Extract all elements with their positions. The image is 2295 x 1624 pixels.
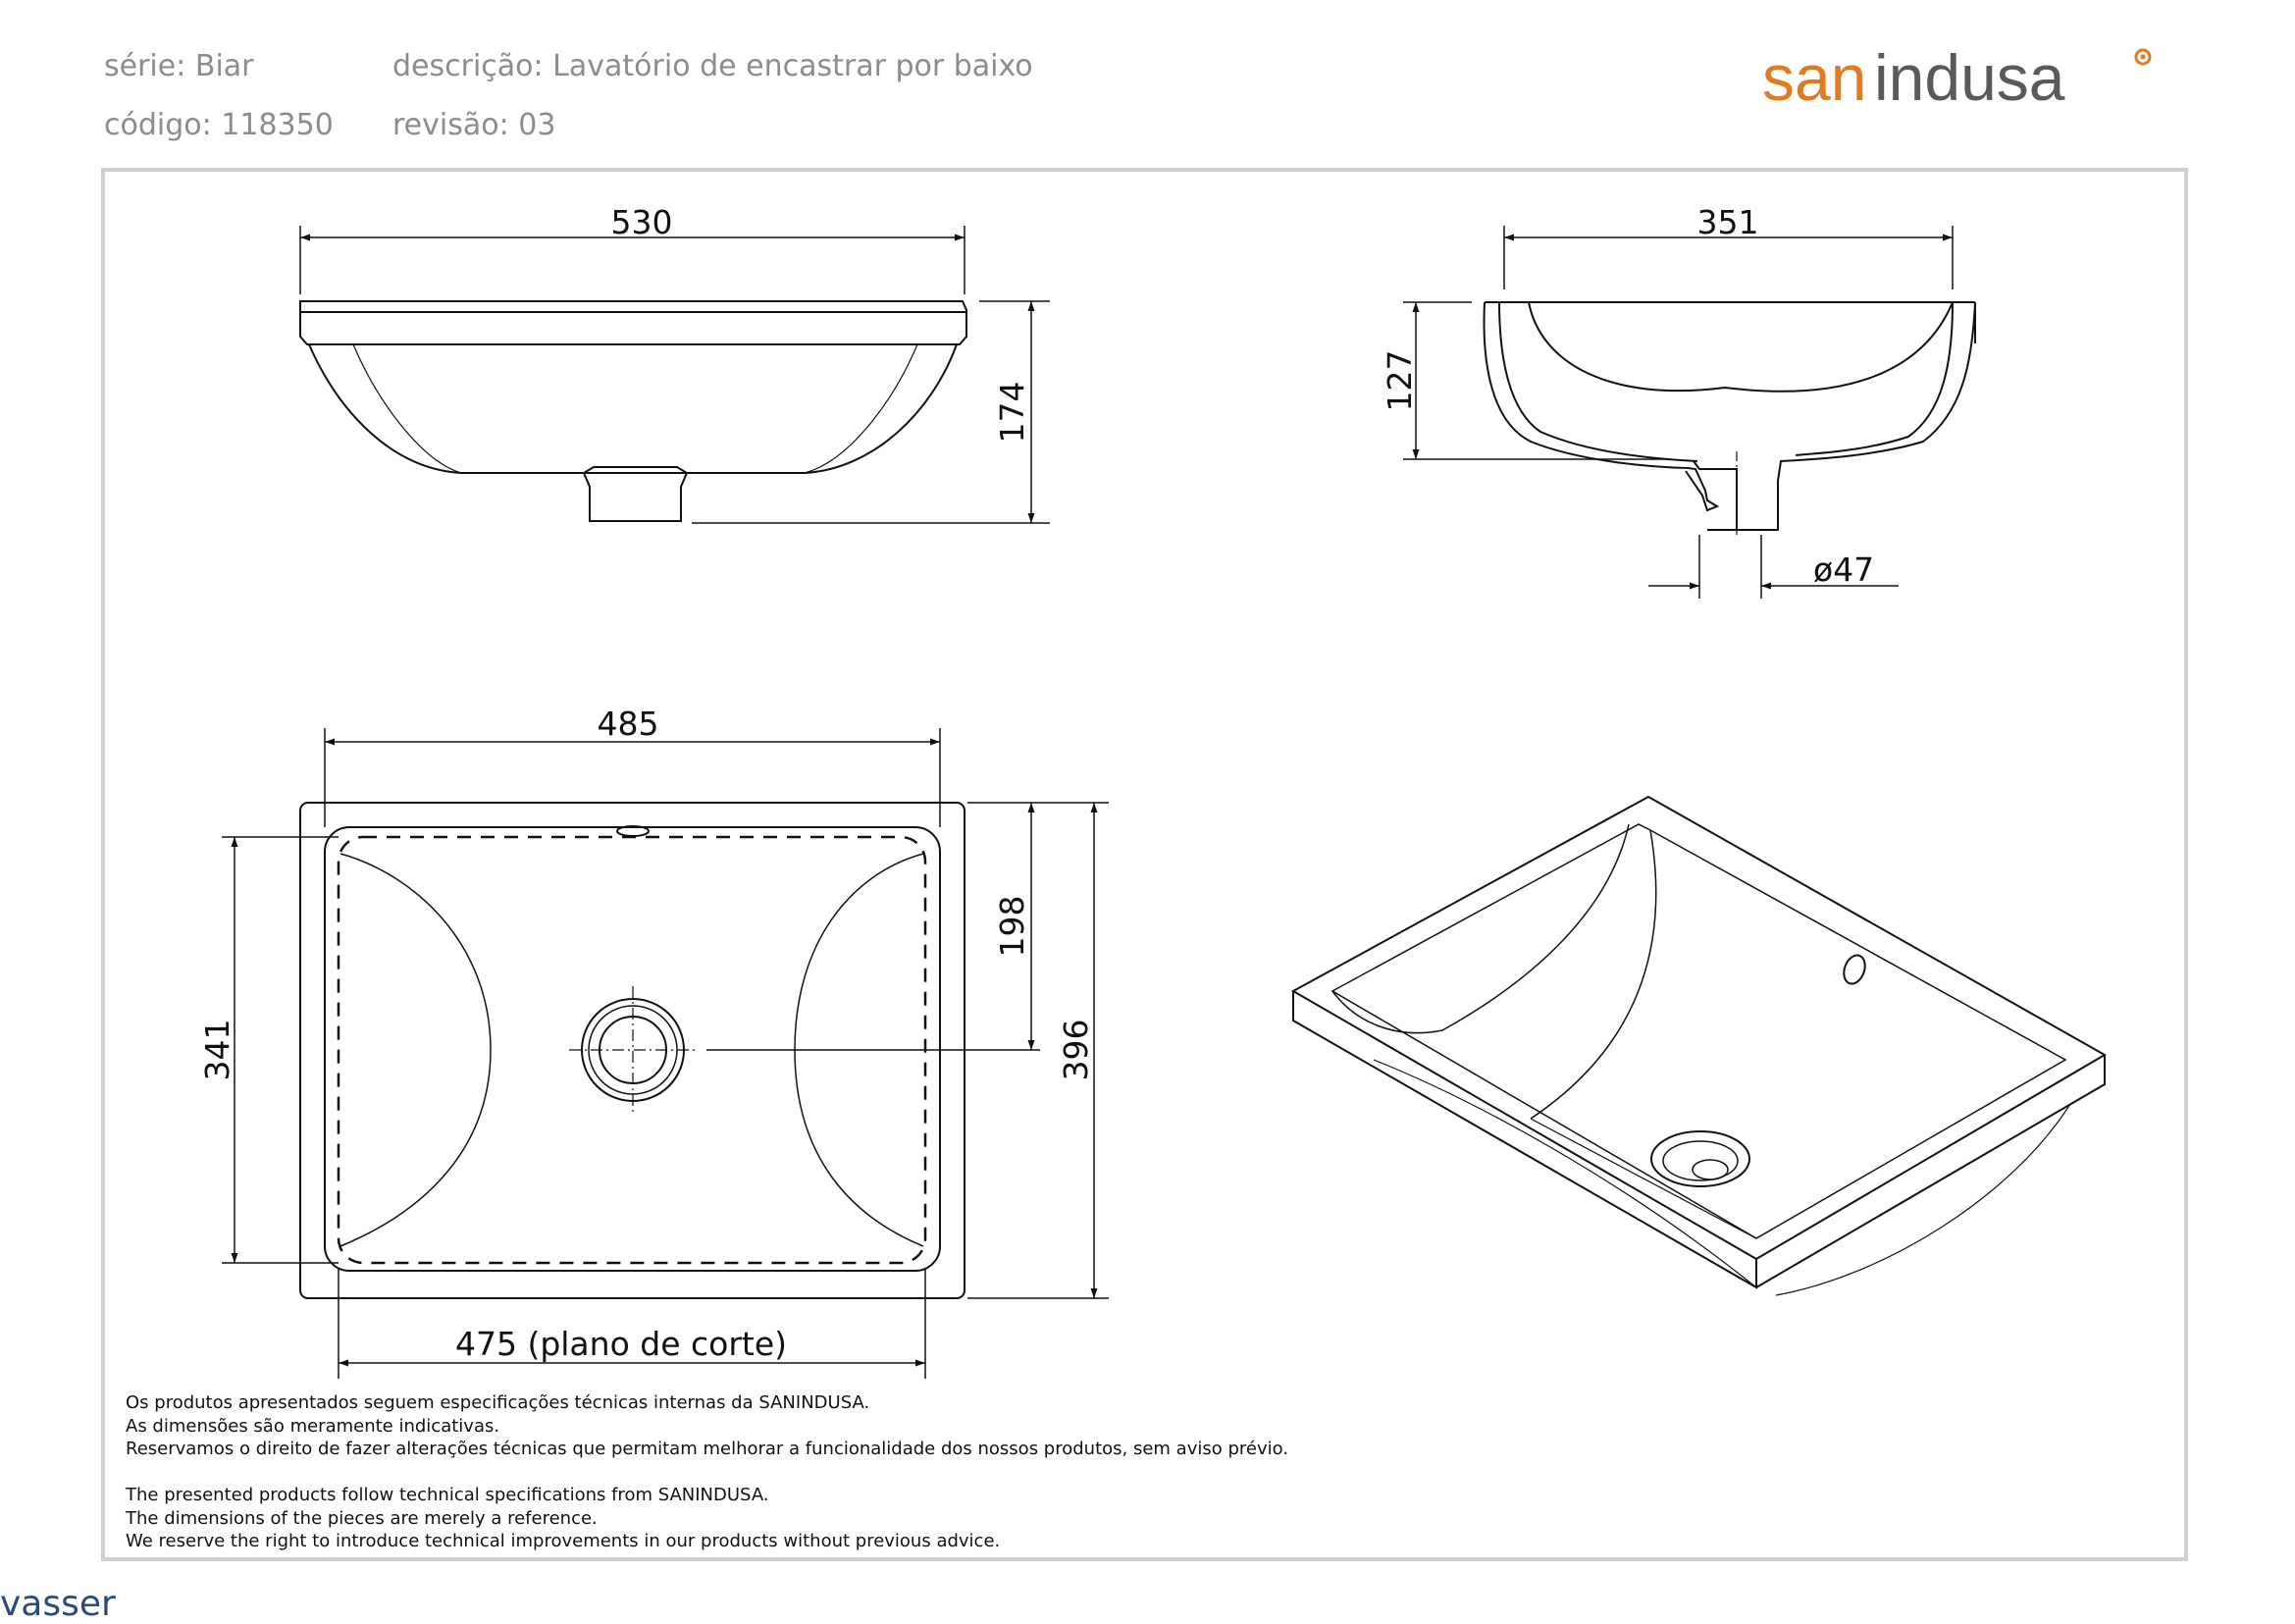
- perspective-view: [1293, 797, 2105, 1295]
- dim-530: 530: [610, 203, 673, 241]
- dim-341: 341: [198, 1019, 236, 1081]
- dim-396: 396: [1057, 1019, 1095, 1081]
- dim-127: 127: [1381, 349, 1419, 412]
- note-en-1: The presented products follow technical specifications from SANINDUSA.: [126, 1485, 769, 1505]
- note-pt-2: As dimensões são meramente indicativas.: [126, 1415, 500, 1437]
- note-pt-3: Reservamos o direito de fazer alterações técnicas que permitam melhorar a funcionalidade dos nossos produtos, sem aviso prévio.: [126, 1439, 1289, 1459]
- descricao-label: descrição: Lavatório de encastrar por baixo: [392, 49, 1033, 83]
- logo-indusa: indusa: [1874, 43, 2065, 112]
- dim-485: 485: [597, 705, 659, 743]
- serie-label: série: Biar: [104, 49, 254, 83]
- side-view: [1485, 302, 1975, 535]
- dim-351: 351: [1696, 203, 1759, 241]
- note-en-3: We reserve the right to introduce technical improvements in our products without previous advice.: [126, 1531, 1001, 1551]
- note-pt-1: Os produtos apresentados seguem especificações técnicas internas da SANINDUSA.: [126, 1392, 870, 1413]
- notes-pt: [126, 1391, 1288, 1461]
- note-en-2: The dimensions of the pieces are merely a reference.: [126, 1507, 598, 1529]
- dim-o47: ø47: [1813, 550, 1875, 589]
- logo-san: san: [1762, 43, 1867, 112]
- front-dimensions: [300, 226, 1050, 523]
- footer-brand: vasser: [0, 1584, 116, 1624]
- dim-198: 198: [993, 895, 1031, 958]
- dim-174: 174: [993, 381, 1031, 444]
- front-view: [300, 301, 966, 521]
- side-dimensions: [1403, 226, 1953, 599]
- dim-475: 475 (plano de corte): [454, 1325, 788, 1363]
- revisao-label: revisão: 03: [392, 108, 556, 142]
- notes-en: [126, 1484, 1000, 1553]
- codigo-label: código: 118350: [104, 108, 334, 142]
